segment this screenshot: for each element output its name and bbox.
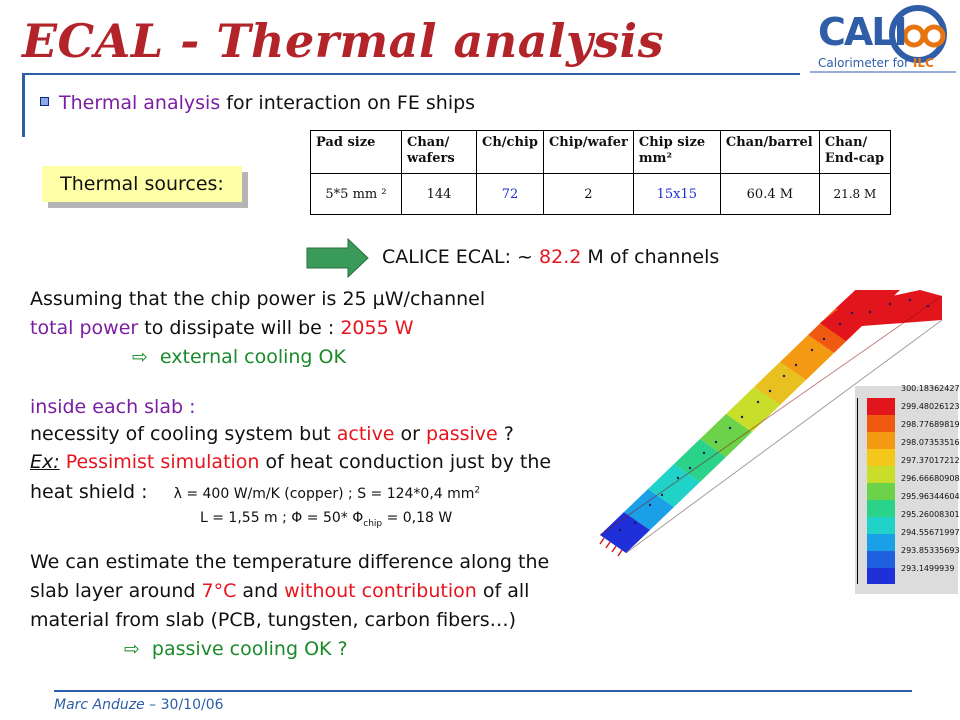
passive-word: passive [426,423,498,445]
table-header-cell: Ch/chip [477,131,544,174]
para3-line2-rest: of all [476,580,530,602]
ecal-channels-line [382,246,719,268]
para3-and: and [236,580,285,602]
para2-line3-rest: of heat conduction just by the [259,451,552,473]
heat-shield-label: heat shield : [30,481,148,503]
legend-label: 293.1499939 [901,564,955,573]
footer-author: Marc Anduze [54,697,145,713]
legend-label: 296.66680908 [901,474,960,483]
legend-bracket [857,398,862,584]
para2-heading: inside each slab : [30,396,196,418]
table-cell: 144 [402,174,477,215]
para3-line3: material from slab (PCB, tungsten, carbon fibers…) [30,609,517,631]
legend-label: 300.18362427 [901,384,960,393]
table-cell: 15x15 [633,174,720,215]
title-underline [22,73,800,75]
ecal-prefix: CALICE ECAL: ~ [382,246,540,268]
external-cooling-text: external cooling OK [159,346,346,368]
ecal-suffix: M of channels [581,246,720,268]
table-header-cell: Chan/ End-cap [819,131,890,174]
formula-length: L = 1,55 m ; Φ = 50* Φ [200,510,364,526]
thermal-sources-label: Thermal sources: [42,166,242,202]
legend-label: 299.48026123 [901,402,960,411]
table-header-cell: Chip size mm² [633,131,720,174]
formula-phi: = 0,18 W [382,510,453,526]
para2-line3 [30,451,551,473]
table-cell: 2 [543,174,633,215]
legend-label: 298.77689819 [901,420,960,429]
footer [54,697,224,713]
para2-q: ? [497,423,514,445]
legend-swatch [867,500,895,517]
table-cell: 60.4 M [720,174,819,215]
calice-logo [810,4,956,76]
legend-swatch [867,466,895,483]
bullet-square-icon [40,97,49,106]
legend-swatch [867,517,895,534]
para1-line1: Assuming that the chip power is 25 µW/channel [30,288,486,310]
active-word: active [336,423,395,445]
bullet-thermal-analysis [40,92,475,114]
table-header-cell: Pad size [311,131,402,174]
para2-or: or [394,423,427,445]
para1-line3 [132,346,346,368]
para1-line2 [30,317,414,339]
table-cell: 5*5 mm ² [311,174,402,215]
table-header-row [311,131,891,174]
legend-swatch [867,432,895,449]
formula-sub: chip [363,518,383,529]
logo-text: CALI [818,10,906,54]
table-header-cell: Chan/barrel [720,131,819,174]
temperature-value: 7°C [201,580,237,602]
para1-line2-mid: to dissipate will be : [138,317,341,339]
table-header-cell: Chan/ wafers [402,131,477,174]
bullet-highlight: Thermal analysis [59,92,221,114]
footer-divider [54,690,912,692]
para3-line1: We can estimate the temperature difference along the [30,551,550,573]
table-cell: 72 [477,174,544,215]
without-contribution: without contribution [284,580,477,602]
total-power-value: 2055 W [340,317,414,339]
para3-line2-a: slab layer around [30,580,202,602]
ecal-value: 82.2 [539,246,582,268]
passive-cooling-text: passive cooling OK ? [151,638,348,660]
left-accent-bar [22,75,25,137]
legend-swatch [867,449,895,466]
formula-lambda-text: λ = 400 W/m/K (copper) ; S = 124*0,4 mm [173,486,475,502]
para2-line4 [30,481,480,503]
para2-line2-a: necessity of cooling system but [30,423,337,445]
para3-line2 [30,580,529,602]
legend-label: 295.26008301 [901,510,960,519]
channel-table [310,130,891,215]
legend-swatch [867,415,895,432]
logo-subtitle [818,56,934,70]
hollow-arrow-icon: ⇨ [124,638,140,660]
hollow-arrow-icon: ⇨ [132,346,148,368]
table-header-cell: Chip/wafer [543,131,633,174]
legend-swatch [867,568,895,584]
logo-subtitle-highlight: ILC [912,56,934,70]
para2-line5 [200,510,452,529]
bullet-rest: for interaction on FE ships [220,92,476,114]
legend-swatch [867,551,895,568]
pessimist-simulation: Pessimist simulation [59,451,260,473]
legend-label: 295.96344604 [901,492,960,501]
logo-subtitle-prefix: Calorimeter for [818,56,913,70]
temperature-legend [855,386,958,594]
table-row [311,174,891,215]
green-arrow-icon [306,238,370,278]
page-title: ECAL - Thermal analysis [22,14,665,68]
legend-swatch [867,398,895,415]
footer-date: – 30/10/06 [144,697,224,713]
table-cell: 21.8 M [819,174,890,215]
formula-lambda [174,486,481,502]
total-power-highlight: total power [30,317,139,339]
legend-label: 294.55671997 [901,528,960,537]
para3-line4 [124,638,348,660]
para2-line2 [30,423,514,445]
formula-sup: 2 [474,485,481,496]
legend-label: 298.07353516 [901,438,960,447]
legend-label: 297.37017212 [901,456,960,465]
legend-swatch [867,483,895,500]
ex-label: Ex: [30,451,60,473]
legend-swatch [867,534,895,551]
legend-label: 293.85335693 [901,546,960,555]
